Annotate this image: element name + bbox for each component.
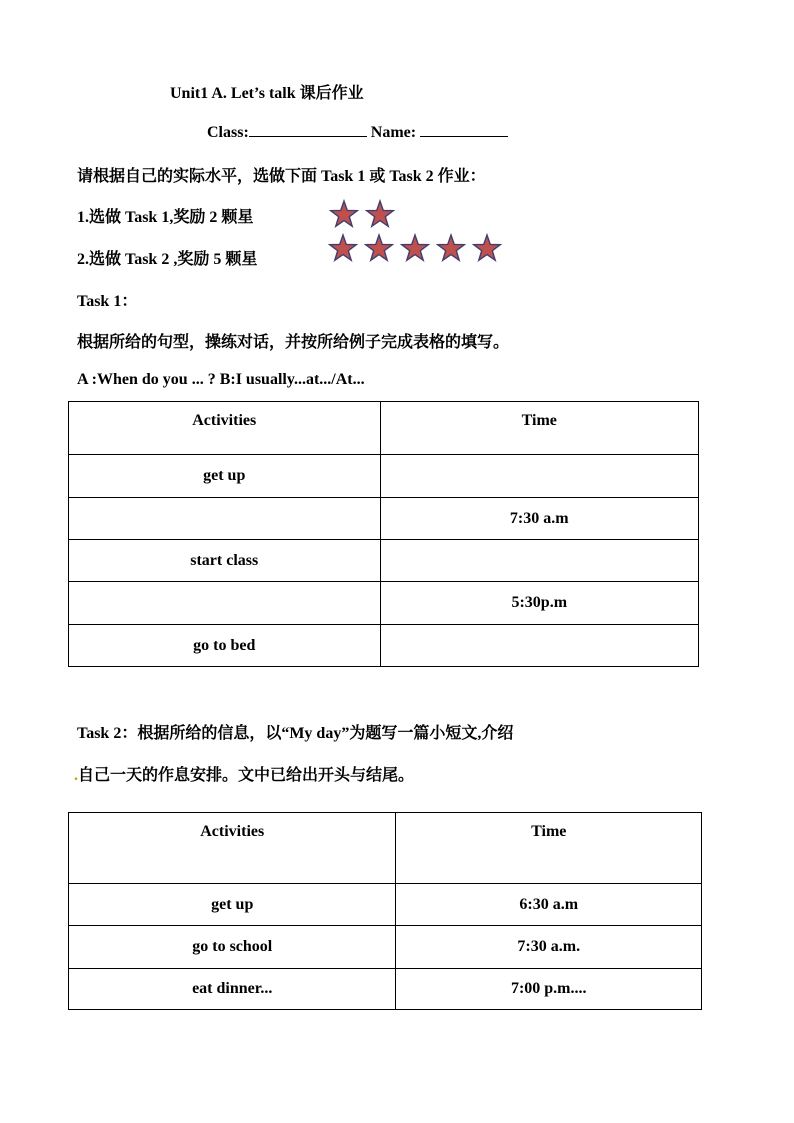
table-row <box>69 969 702 1010</box>
page-title: Unit1 A. Let’s talk 课后作业 <box>170 85 364 102</box>
table-row <box>69 884 702 926</box>
option1-stars <box>329 199 401 229</box>
star-icon <box>329 199 359 229</box>
activity-cell[interactable] <box>69 498 381 540</box>
star-icon <box>365 199 395 229</box>
table-header: Time <box>380 402 699 455</box>
task2-line2-text: 自己一天的作息安排。文中已给出开头与结尾。 <box>78 767 415 784</box>
table-row <box>69 582 699 625</box>
star-icon <box>472 233 502 263</box>
table-row <box>69 498 699 540</box>
intro-text: 请根据自己的实际水平，选做下面 Task 1 或 Task 2 作业： <box>77 168 486 185</box>
table-row <box>69 455 699 498</box>
activity-cell: get up <box>69 884 396 926</box>
table-row <box>69 625 699 667</box>
name-blank[interactable] <box>420 122 508 137</box>
star-icon <box>328 233 358 263</box>
star-icon <box>400 233 430 263</box>
time-cell: 7:30 a.m <box>380 498 699 540</box>
table-row <box>69 540 699 582</box>
task2-line2 <box>74 762 414 785</box>
time-cell: 6:30 a.m <box>396 884 702 926</box>
table-header: Time <box>396 813 702 884</box>
option2-text: 2.选做 Task 2 ,奖励 5 颗星 <box>77 251 258 268</box>
option1-text: 1.选做 Task 1,奖励 2 颗星 <box>77 209 254 226</box>
activity-cell: go to bed <box>69 625 381 667</box>
star-icon <box>436 233 466 263</box>
dialogue-pattern: A :When do you ... ? B:I usually...at.../At... <box>77 371 365 388</box>
activity-cell: eat dinner... <box>69 969 396 1010</box>
time-cell: 7:30 a.m. <box>396 926 702 969</box>
task1-heading: Task 1： <box>77 293 138 310</box>
activity-cell: start class <box>69 540 381 582</box>
option2-stars <box>328 233 508 263</box>
activity-cell[interactable] <box>69 582 381 625</box>
table-header: Activities <box>69 402 381 455</box>
stray-mark: . <box>74 767 78 784</box>
time-cell[interactable] <box>380 540 699 582</box>
time-cell: 5:30p.m <box>380 582 699 625</box>
time-cell: 7:00 p.m.... <box>396 969 702 1010</box>
time-cell[interactable] <box>380 625 699 667</box>
class-blank[interactable] <box>249 122 367 137</box>
task1-instruction: 根据所给的句型，操练对话，并按所给例子完成表格的填写。 <box>77 334 510 351</box>
table-row <box>69 926 702 969</box>
task1-table <box>68 401 699 667</box>
task2-table <box>68 812 702 1010</box>
task2-line1: Task 2：根据所给的信息，以“My day”为题写一篇小短文,介绍 <box>77 725 514 742</box>
table-header: Activities <box>69 813 396 884</box>
activity-cell: get up <box>69 455 381 498</box>
class-name-line <box>207 122 508 142</box>
class-label: Class: <box>207 124 249 141</box>
time-cell[interactable] <box>380 455 699 498</box>
star-icon <box>364 233 394 263</box>
name-label: Name: <box>370 124 417 141</box>
activity-cell: go to school <box>69 926 396 969</box>
